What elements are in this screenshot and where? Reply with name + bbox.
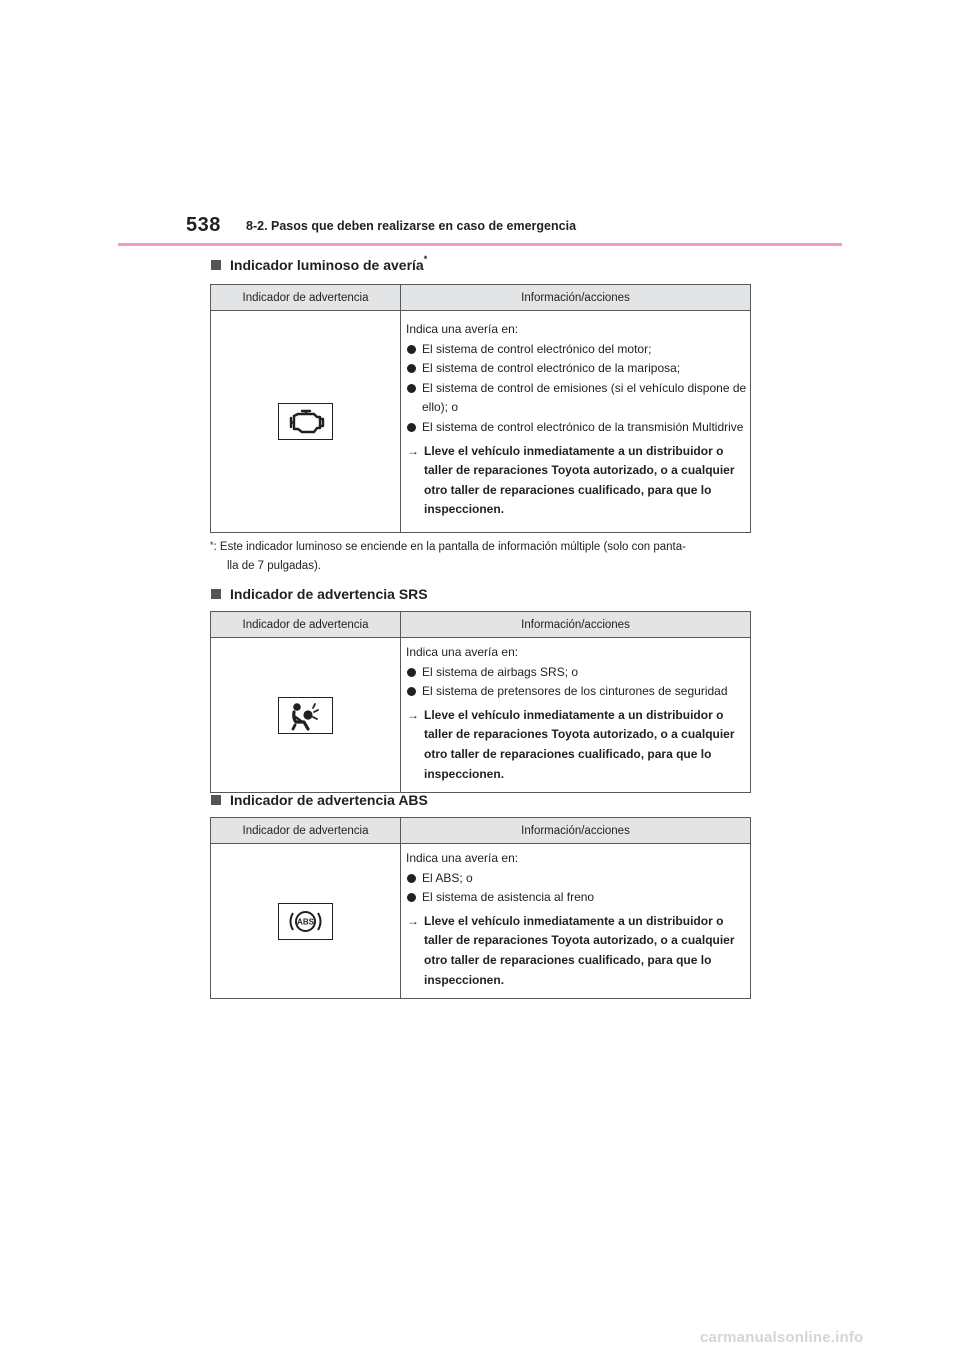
- heading-srs: [210, 586, 428, 602]
- action-label: Lleve el vehículo inmediatamente a un distribuidor o taller de reparaciones Toyota autorizado, o a cualquier otro taller de reparaciones cualificado, para que lo inspeccionen.: [424, 443, 735, 517]
- heading-bullet: [211, 795, 221, 805]
- table-header-row: [211, 818, 751, 844]
- column-header: Indicador de advertencia: [211, 818, 401, 844]
- list-item: El sistema de airbags SRS; o: [406, 663, 748, 683]
- list-item: El ABS; o: [406, 869, 748, 889]
- arrow-icon: →: [407, 707, 419, 722]
- column-header: Indicador de advertencia: [211, 285, 401, 311]
- info-cell: [401, 638, 751, 793]
- bullet-list: [406, 869, 748, 908]
- intro-text: Indica una avería en:: [406, 645, 519, 659]
- footnote: [210, 538, 755, 576]
- list-item: El sistema de control electrónico del motor;: [406, 340, 748, 360]
- bullet-list: [406, 340, 748, 438]
- info-cell: [401, 311, 751, 533]
- column-header: Información/acciones: [401, 285, 751, 311]
- table-row: [211, 844, 751, 999]
- action-label: Lleve el vehículo inmediatamente a un distribuidor o taller de reparaciones Toyota autorizado, o a cualquier otro taller de reparaciones cualificado, para que lo inspeccionen.: [424, 707, 735, 781]
- list-item: El sistema de control de emisiones (si el vehículo dispone de ello); o: [406, 379, 748, 418]
- action-text: [406, 912, 748, 990]
- list-item: El sistema de control electrónico de la mariposa;: [406, 359, 748, 379]
- abs-icon-label: ABS: [297, 917, 314, 927]
- footnote-mark: *: [210, 540, 214, 550]
- intro-text: Indica una avería en:: [406, 851, 519, 865]
- action-text: [406, 442, 748, 520]
- abs-icon: [278, 903, 333, 940]
- heading-bullet: [211, 589, 221, 599]
- heading-text: Indicador luminoso de avería: [230, 257, 424, 273]
- footnote-line2: lla de 7 pulgadas).: [227, 560, 321, 572]
- action-text: [406, 706, 748, 784]
- check-engine-icon: [278, 403, 333, 440]
- bullet-list: [406, 663, 748, 702]
- icon-cell: [211, 844, 401, 999]
- srs-airbag-icon: [278, 697, 333, 734]
- heading-text: Indicador de advertencia ABS: [230, 792, 428, 808]
- arrow-icon: →: [407, 443, 419, 458]
- watermark: carmanualsonline.info: [700, 1329, 864, 1346]
- icon-cell: [211, 638, 401, 793]
- footnote-line1: : Este indicador luminoso se enciende en la pantalla de información múltiple (solo con panta-: [213, 541, 686, 553]
- page-number: 538: [186, 214, 221, 236]
- icon-cell: [211, 311, 401, 533]
- list-item: El sistema de asistencia al freno: [406, 888, 748, 908]
- list-item: El sistema de pretensores de los cinturones de seguridad: [406, 682, 748, 702]
- list-item: El sistema de control electrónico de la transmisión Multidrive: [406, 418, 748, 438]
- section-title: 8-2. Pasos que deben realizarse en caso de emergencia: [246, 219, 577, 233]
- heading-abs: [210, 792, 428, 808]
- warning-table-srs: [210, 611, 751, 793]
- column-header: Información/acciones: [401, 612, 751, 638]
- info-cell: [401, 844, 751, 999]
- intro-text: Indica una avería en:: [406, 322, 519, 337]
- table-row: [211, 638, 751, 793]
- table-header-row: [211, 612, 751, 638]
- arrow-icon: →: [407, 913, 419, 928]
- table-header-row: [211, 285, 751, 311]
- column-header: Información/acciones: [401, 818, 751, 844]
- heading-text: Indicador de advertencia SRS: [230, 586, 428, 602]
- action-label: Lleve el vehículo inmediatamente a un distribuidor o taller de reparaciones Toyota autorizado, o a cualquier otro taller de reparaciones cualificado, para que lo inspeccionen.: [424, 913, 735, 987]
- warning-table-malfunction: [210, 284, 751, 533]
- warning-table-abs: [210, 817, 751, 999]
- heading-bullet: [211, 260, 221, 270]
- header-rule: [118, 243, 842, 246]
- heading-malfunction: Indicador luminoso de avería *: [210, 257, 427, 273]
- column-header: Indicador de advertencia: [211, 612, 401, 638]
- table-row: [211, 311, 751, 533]
